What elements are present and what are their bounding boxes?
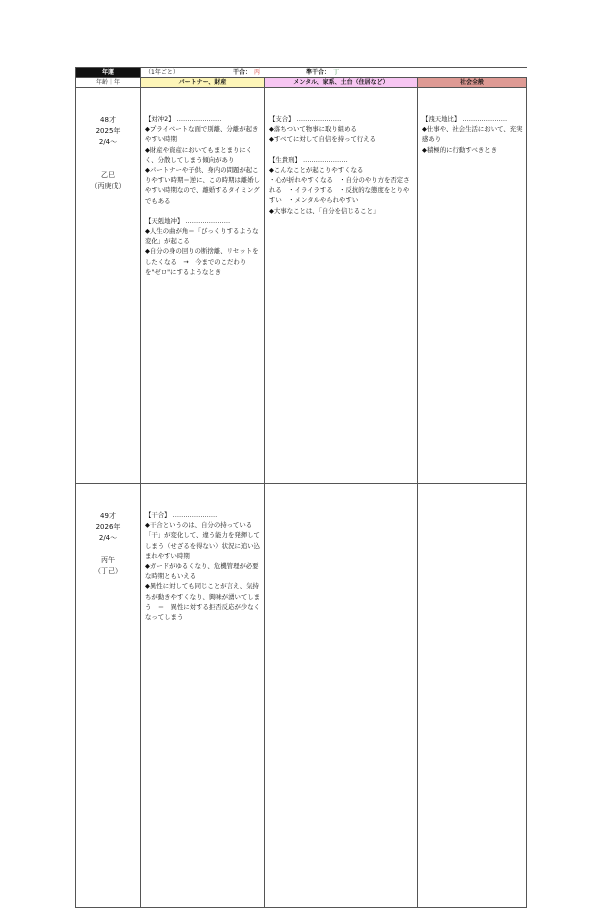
year-fortune-table [75,67,527,908]
list-item: ◆干合というのは、自分の持っている「干」が変化して、違う能力を発揮してしまう（せざるを得ない）状況に追い込まれやすい時期 [145,521,261,560]
mental-cell [265,484,418,908]
section-title: 【天剋地冲】 ………………… [145,216,231,225]
society-cell [418,484,527,908]
age-cell [76,88,141,484]
list-item: ◆パートナーや子供、身内の問題が起こりやすい時期＝逆に、この時期は離婚しやすい時期なので、離婚するタイミングでもある [145,166,261,205]
section [422,114,523,155]
zokan: （丁己） [94,567,122,575]
list-item: ◆ガードがゆるくなり、危機管理が必要な時期ともいえる [145,562,259,581]
kango-value: 丙 [254,69,261,76]
section [269,155,414,216]
partner-cell [141,88,265,484]
list-item: ・心が折れやすくなる ・自分のやり方を否定される ・イライラする ・反抗的な態度をとりやすい ・メンタルやられやすい [269,176,410,205]
section-title: 【干合】 ………………… [145,511,218,519]
list-item: ◆こんなことが起こりやすくなる [269,165,364,174]
junkango-legend: 準干合： 丁 [306,69,340,76]
kanshi: 丙午 [101,556,115,564]
partner-cell [141,484,265,908]
list-item: ◆積極的に行動すべきとき [422,145,498,154]
legend [141,68,527,78]
header-row [76,68,527,78]
list-item: ◆大事なことは、「自分を信じること」 [269,206,380,215]
list-item: ◆すべてに対して自信を持って行える [269,135,377,144]
list-item: ◆財産や資産においてもまとまりにくく、分散してしまう傾向があり [145,145,253,164]
table-row [76,484,527,908]
section [145,216,261,277]
age: 49才 [100,512,116,520]
age-year-header: 年齢｜年 [76,78,141,88]
list-item: ◆自分の身の回りの断捨離、リセットをしたくなる → 今までのこだわりを"ゼロ"にするようなとき [145,247,259,276]
partner-column-header: パートナー、財産 [141,78,265,88]
column-header-row [76,78,527,88]
year: 2025年 [95,127,121,135]
year: 2026年 [95,523,121,531]
section [145,114,261,206]
society-cell [418,88,527,484]
list-item: ◆異性に対しても同じことが言え、気持ちが動きやすくなり、興味が湧いてしまう ＝ 異性に対する拒否反応が少なくなってしまう [145,582,261,622]
age: 48才 [100,116,116,124]
mental-column-header: メンタル、家系、土台（住居など） [265,78,418,88]
section-title: 【対冲2】 ………………… [145,115,222,123]
start-date: 2/4〜 [98,138,118,146]
junkango-value: 丁 [333,69,340,76]
society-column-header: 社会全般 [418,78,527,88]
mental-cell [265,88,418,484]
list-item: ◆プライベートな面で別離、分離が起きやすい時期 [145,125,259,144]
section-title: 【生貴刑】 ………………… [269,155,348,164]
zokan: （丙庚戊） [90,182,126,190]
section-title: 【支合】 ………………… [269,115,342,123]
section-title: 【洩天地比】 ………………… [422,115,508,123]
table-row [76,88,527,484]
list-item: ◆仕事や、社会生活において、充実感あり [422,125,523,144]
list-item: ◆人生の曲が角＝「びっくりするような変化」が起こる [145,227,259,246]
period-note: （1年ごと） [145,69,179,76]
section [145,510,261,622]
kanshi: 乙巳 [101,171,115,179]
age-cell [76,484,141,908]
fortune-sheet [75,67,526,908]
section [269,114,414,145]
year-fortune-label: 年運 [76,68,141,78]
list-item: ◆落ちついて物事に取り組める [269,125,357,134]
kango-legend: 干合： 丙 [233,69,261,76]
start-date: 2/4〜 [98,534,118,542]
